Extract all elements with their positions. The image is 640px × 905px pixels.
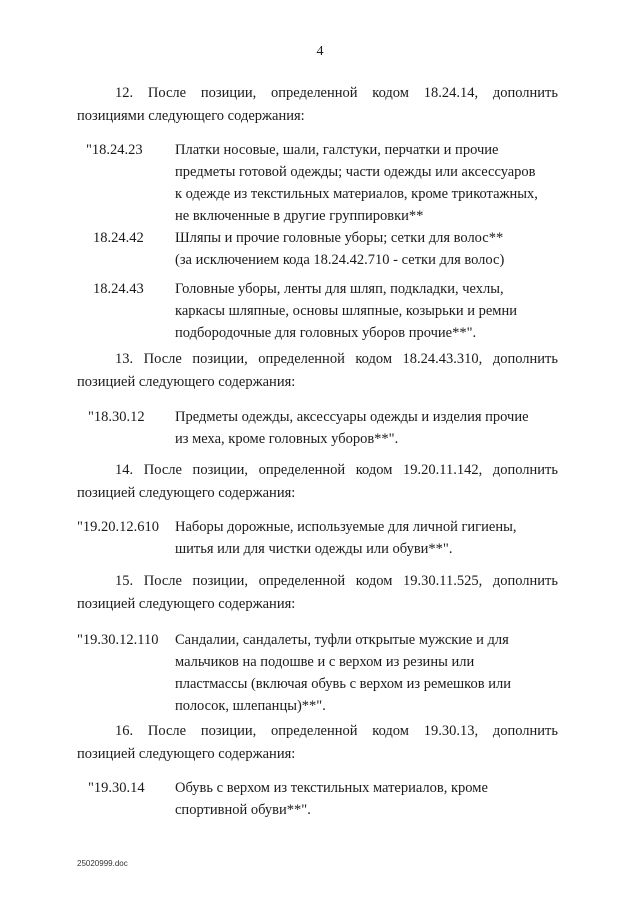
entry-description <box>175 629 511 717</box>
paragraph-line: 16. После позиции, определенной кодом 19.30.13, дополнить <box>115 723 558 739</box>
entry-line: шитья или для чистки одежды или обуви**". <box>175 541 453 557</box>
footer-file-name: 25020999.doc <box>77 859 128 868</box>
entry-line: Шляпы и прочие головные уборы; сетки для волос** <box>175 230 504 246</box>
entry-code: 18.24.42 <box>93 230 144 246</box>
entry-line: (за исключением кода 18.24.42.710 - сетки для волос) <box>175 252 505 268</box>
entry-line: каркасы шляпные, основы шляпные, козырьки и ремни <box>175 303 517 319</box>
page-number: 4 <box>316 44 324 59</box>
entry-line: пластмассы (включая обувь с верхом из ремешков или <box>175 676 511 692</box>
entry-code: "18.24.23 <box>86 142 143 158</box>
paragraph-12 <box>77 82 558 128</box>
entry-line: Наборы дорожные, используемые для личной гигиены, <box>175 519 517 535</box>
entry-line: предметы готовой одежды; части одежды или аксессуаров <box>175 164 536 180</box>
entry-line: к одежде из текстильных материалов, кроме трикотажных, <box>175 186 538 202</box>
entry-line: мальчиков на подошве и с верхом из резины или <box>175 654 475 670</box>
paragraph-14 <box>77 459 558 505</box>
entry-description <box>175 406 529 450</box>
paragraph-line: позициями следующего содержания: <box>77 108 305 124</box>
paragraph-line: 14. После позиции, определенной кодом 19.20.11.142, дополнить <box>115 462 558 478</box>
paragraph-line: 15. После позиции, определенной кодом 19.30.11.525, дополнить <box>115 573 558 589</box>
entry-code: "19.30.12.110 <box>77 632 159 648</box>
paragraph-16 <box>77 720 558 766</box>
entry-line: подбородочные для головных уборов прочие**". <box>175 325 477 341</box>
entry-code: "19.30.14 <box>88 780 145 796</box>
paragraph-line: позицией следующего содержания: <box>77 596 296 612</box>
paragraph-line: 12. После позиции, определенной кодом 18.24.14, дополнить <box>115 85 558 101</box>
paragraph-line: позицией следующего содержания: <box>77 374 296 390</box>
entry-line: из меха, кроме головных уборов**". <box>175 431 399 447</box>
paragraph-line: позицией следующего содержания: <box>77 746 296 762</box>
paragraph-line: позицией следующего содержания: <box>77 485 296 501</box>
entry-code: 18.24.43 <box>93 281 144 297</box>
entry-description <box>175 227 504 271</box>
paragraph-line: 13. После позиции, определенной кодом 18.24.43.310, дополнить <box>115 351 558 367</box>
paragraph-15 <box>77 570 558 616</box>
entry-description <box>175 777 488 821</box>
entry-line: спортивной обуви**". <box>175 802 311 818</box>
entry-description <box>175 278 517 344</box>
entry-description <box>175 139 538 227</box>
entry-line: Сандалии, сандалеты, туфли открытые мужские и для <box>175 632 509 648</box>
entry-line: Головные уборы, ленты для шляп, подкладки, чехлы, <box>175 281 504 297</box>
entry-line: не включенные в другие группировки** <box>175 208 424 224</box>
entry-code: "19.20.12.610 <box>77 519 160 535</box>
entry-line: Платки носовые, шали, галстуки, перчатки и прочие <box>175 142 499 158</box>
entry-line: Обувь с верхом из текстильных материалов, кроме <box>175 780 488 796</box>
entry-line: полосок, шлепанцы)**". <box>175 698 326 714</box>
paragraph-13 <box>77 348 558 394</box>
entry-code: "18.30.12 <box>88 409 145 425</box>
entry-description <box>175 516 516 560</box>
entry-line: Предметы одежды, аксессуары одежды и изделия прочие <box>175 409 529 425</box>
